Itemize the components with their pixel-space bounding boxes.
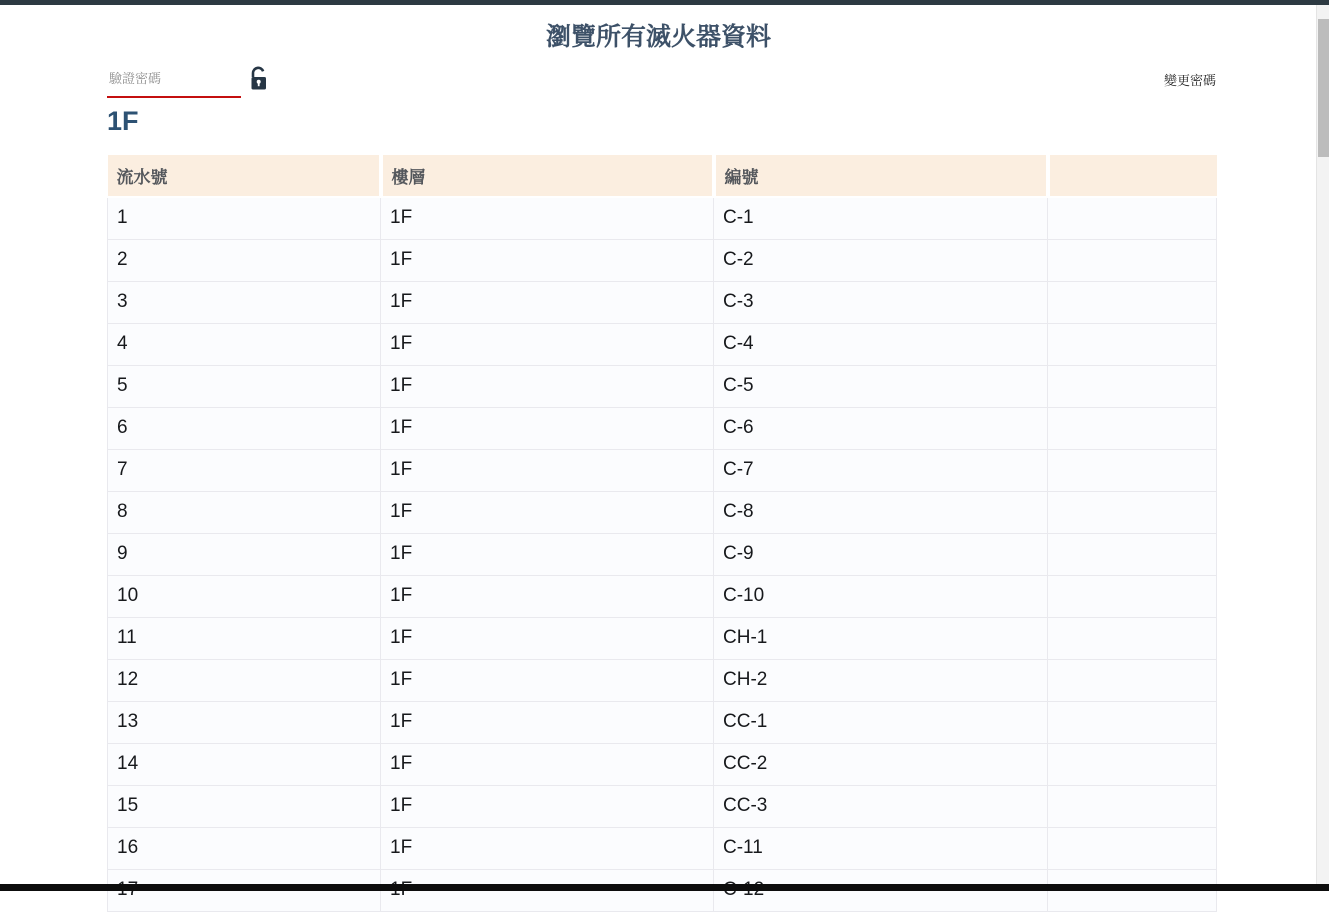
password-input[interactable] bbox=[107, 65, 241, 98]
cell-code: C-2 bbox=[714, 239, 1048, 281]
cell-action bbox=[1048, 407, 1217, 449]
cell-action bbox=[1048, 239, 1217, 281]
browser-frame-top bbox=[0, 0, 1329, 5]
cell-action bbox=[1048, 827, 1217, 869]
cell-seq: 4 bbox=[108, 323, 381, 365]
cell-action bbox=[1048, 617, 1217, 659]
cell-floor: 1F bbox=[381, 491, 714, 533]
cell-floor: 1F bbox=[381, 743, 714, 785]
cell-seq: 16 bbox=[108, 827, 381, 869]
floor-section-heading: 1F bbox=[107, 106, 139, 136]
cell-seq: 8 bbox=[108, 491, 381, 533]
cell-floor: 1F bbox=[381, 617, 714, 659]
vertical-scrollbar[interactable] bbox=[1316, 5, 1329, 891]
table-row bbox=[108, 785, 1217, 827]
cell-seq: 12 bbox=[108, 659, 381, 701]
cell-seq: 3 bbox=[108, 281, 381, 323]
table-header-row bbox=[108, 155, 1217, 197]
table-row bbox=[108, 743, 1217, 785]
cell-seq: 13 bbox=[108, 701, 381, 743]
cell-floor: 1F bbox=[381, 701, 714, 743]
auth-controls bbox=[107, 62, 1216, 102]
column-header-seq: 流水號 bbox=[108, 155, 381, 197]
table-row bbox=[108, 281, 1217, 323]
column-header-floor: 樓層 bbox=[381, 155, 714, 197]
cell-action bbox=[1048, 449, 1217, 491]
unlock-icon[interactable] bbox=[248, 66, 272, 92]
cell-code: C-1 bbox=[714, 197, 1048, 239]
cell-action bbox=[1048, 365, 1217, 407]
cell-code: C-11 bbox=[714, 827, 1048, 869]
cell-seq: 2 bbox=[108, 239, 381, 281]
table-row bbox=[108, 407, 1217, 449]
table-body bbox=[108, 197, 1217, 911]
cell-action bbox=[1048, 659, 1217, 701]
cell-floor: 1F bbox=[381, 239, 714, 281]
cell-action bbox=[1048, 701, 1217, 743]
extinguisher-table bbox=[107, 155, 1217, 912]
cell-code: C-3 bbox=[714, 281, 1048, 323]
cell-code: C-4 bbox=[714, 323, 1048, 365]
column-header-code: 編號 bbox=[714, 155, 1048, 197]
table-row bbox=[108, 659, 1217, 701]
cell-floor: 1F bbox=[381, 827, 714, 869]
cell-floor: 1F bbox=[381, 449, 714, 491]
cell-action bbox=[1048, 575, 1217, 617]
cell-code: C-5 bbox=[714, 365, 1048, 407]
table-row bbox=[108, 449, 1217, 491]
browser-frame-bottom bbox=[0, 884, 1329, 891]
cell-seq: 14 bbox=[108, 743, 381, 785]
column-header-action bbox=[1048, 155, 1217, 197]
table-row bbox=[108, 533, 1217, 575]
table-row bbox=[108, 617, 1217, 659]
table-row bbox=[108, 365, 1217, 407]
cell-code: CH-1 bbox=[714, 617, 1048, 659]
cell-floor: 1F bbox=[381, 659, 714, 701]
cell-floor: 1F bbox=[381, 575, 714, 617]
cell-seq: 15 bbox=[108, 785, 381, 827]
cell-action bbox=[1048, 281, 1217, 323]
cell-floor: 1F bbox=[381, 365, 714, 407]
cell-seq: 9 bbox=[108, 533, 381, 575]
cell-floor: 1F bbox=[381, 785, 714, 827]
extinguisher-table-wrap bbox=[107, 155, 1216, 912]
table-row bbox=[108, 575, 1217, 617]
cell-floor: 1F bbox=[381, 281, 714, 323]
cell-seq: 1 bbox=[108, 197, 381, 239]
cell-code: C-7 bbox=[714, 449, 1048, 491]
table-row bbox=[108, 827, 1217, 869]
cell-code: CC-1 bbox=[714, 701, 1048, 743]
cell-floor: 1F bbox=[381, 323, 714, 365]
change-password-link[interactable]: 變更密碼 bbox=[1163, 73, 1216, 88]
cell-floor: 1F bbox=[381, 197, 714, 239]
cell-seq: 11 bbox=[108, 617, 381, 659]
cell-action bbox=[1048, 785, 1217, 827]
cell-code: C-8 bbox=[714, 491, 1048, 533]
table-row bbox=[108, 323, 1217, 365]
cell-code: CH-2 bbox=[714, 659, 1048, 701]
cell-code: C-10 bbox=[714, 575, 1048, 617]
cell-seq: 7 bbox=[108, 449, 381, 491]
cell-floor: 1F bbox=[381, 407, 714, 449]
cell-code: C-9 bbox=[714, 533, 1048, 575]
table-row bbox=[108, 239, 1217, 281]
table-row bbox=[108, 491, 1217, 533]
cell-action bbox=[1048, 197, 1217, 239]
cell-floor: 1F bbox=[381, 533, 714, 575]
cell-seq: 6 bbox=[108, 407, 381, 449]
scrollbar-thumb[interactable] bbox=[1318, 19, 1329, 157]
cell-code: CC-2 bbox=[714, 743, 1048, 785]
cell-seq: 5 bbox=[108, 365, 381, 407]
cell-seq: 10 bbox=[108, 575, 381, 617]
cell-action bbox=[1048, 743, 1217, 785]
cell-code: C-6 bbox=[714, 407, 1048, 449]
cell-code: CC-3 bbox=[714, 785, 1048, 827]
page-title: 瀏覽所有滅火器資料 bbox=[545, 23, 771, 51]
cell-action bbox=[1048, 323, 1217, 365]
table-row bbox=[108, 197, 1217, 239]
cell-action bbox=[1048, 491, 1217, 533]
cell-action bbox=[1048, 533, 1217, 575]
table-row bbox=[108, 701, 1217, 743]
